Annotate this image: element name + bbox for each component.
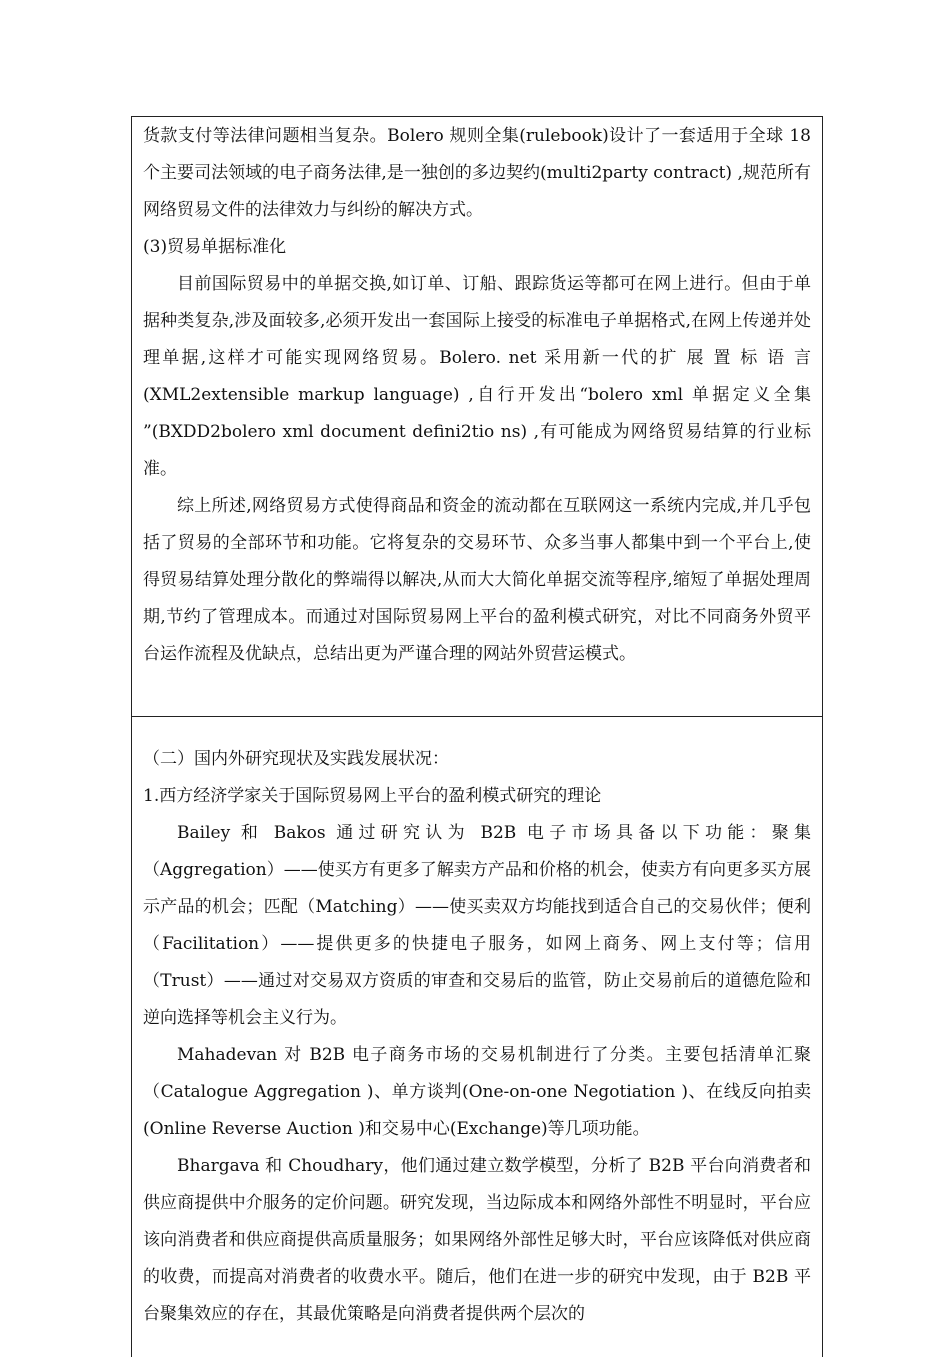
section-heading: （二）国内外研究现状及实践发展状况： xyxy=(143,749,449,769)
section-research-status xyxy=(143,741,811,1333)
paragraph-bailey-bakos: Bailey 和 Bakos 通过研究认为 B2B 电子市场具备以下功能：聚集（Aggregation）——使买方有更多了解卖方产品和价格的机会，使卖方有向更多买方展示产品的机会；匹配（Matching）——使买卖双方均能找到适合自己的交易伙伴；便利（Facilitation）——提供更多的快捷电子服务，如网上商务、网上支付等；信用（Trust）——通过对交易双方资质的审查和交易后的监管，防止交易前后的道德危险和逆向选择等机会主义行为。 xyxy=(143,823,811,1028)
paragraph-mahadevan: Mahadevan 对 B2B 电子商务市场的交易机制进行了分类。主要包括清单汇聚（Catalogue Aggregation )、单方谈判(One-on-one Negotiation )、在线反向拍卖(Online Reverse Auction )和交易中心(Exchange)等几项功能。 xyxy=(143,1045,811,1139)
paragraph-trade-documents: 目前国际贸易中的单据交换,如订单、订船、跟踪货运等都可在网上进行。但由于单据种类复杂,涉及面较多,必须开发出一套国际上接受的标准电子单据格式,在网上传递并处理单据,这样才可能实现网络贸易。Bolero. net 采用新一代的扩 展 置 标 语 言(XML2extensible markup language) ,自行开发出“bolero xml 单据定义全集 ”(BXDD2bolero xml document defini2tio ns) ,有可能成为网络贸易结算的行业标准。 xyxy=(143,274,811,479)
section-bolero-text xyxy=(143,118,811,673)
paragraph-summary: 综上所述,网络贸易方式使得商品和资金的流动都在互联网这一系统内完成,并几乎包括了贸易的全部环节和功能。它将复杂的交易环节、众多当事人都集中到一个平台上,使得贸易结算处理分散化的弊端得以解决,从而大大简化单据交流等程序,缩短了单据处理周期,节约了管理成本。而通过对国际贸易网上平台的盈利模式研究，对比不同商务外贸平台运作流程及优缺点，总结出更为严谨合理的网站外贸营运模式。 xyxy=(143,496,811,664)
paragraph-legal-rulebook: 货款支付等法律问题相当复杂。Bolero 规则全集(rulebook)设计了一套适用于全球 18 个主要司法领域的电子商务法律,是一独创的多边契约(multi2party contract) ,规范所有网络贸易文件的法律效力与纠纷的解决方式。 xyxy=(143,126,811,220)
subsection-heading: 1.西方经济学家关于国际贸易网上平台的盈利模式研究的理论 xyxy=(143,786,602,806)
paragraph-bhargava: Bhargava 和 Choudhary，他们通过建立数学模型，分析了 B2B 平台向消费者和供应商提供中介服务的定价问题。研究发现，当边际成本和网络外部性不明显时，平台应该向消费者和供应商提供高质量服务；如果网络外部性足够大时，平台应该降低对供应商的收费，而提高对消费者的收费水平。随后，他们在进一步的研究中发现，由于 B2B 平台聚集效应的存在，其最优策略是向消费者提供两个层次的 xyxy=(143,1156,811,1324)
table-row-divider xyxy=(131,716,823,717)
heading-trade-document-standardization: (3)贸易单据标准化 xyxy=(143,237,287,257)
